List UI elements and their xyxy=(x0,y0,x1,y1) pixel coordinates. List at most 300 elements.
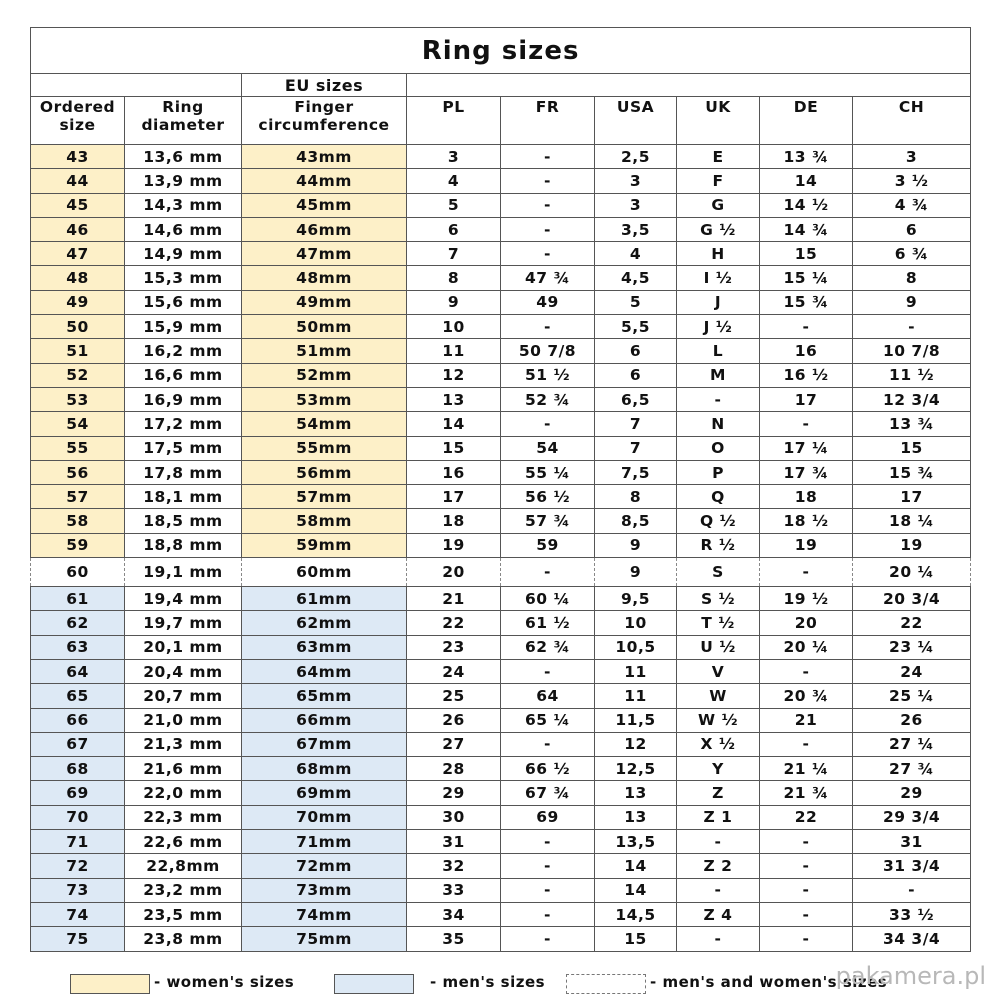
cell-ring-diameter: 14,9 mm xyxy=(125,242,242,266)
cell-pl: 27 xyxy=(407,732,501,756)
legend-men-swatch xyxy=(334,974,414,994)
cell-ring-diameter: 16,2 mm xyxy=(125,339,242,363)
table-row xyxy=(31,339,971,363)
cell-fr: - xyxy=(501,732,595,756)
cell-ring-diameter: 22,0 mm xyxy=(125,781,242,805)
cell-ring-diameter: 20,1 mm xyxy=(125,635,242,659)
cell-ring-diameter: 17,5 mm xyxy=(125,436,242,460)
cell-finger-circumference: 56mm xyxy=(242,460,407,484)
table-row xyxy=(31,878,971,902)
cell-ch: 8 xyxy=(853,266,971,290)
cell-uk: Z xyxy=(677,781,760,805)
cell-usa: 7 xyxy=(595,412,677,436)
cell-uk: Z 2 xyxy=(677,854,760,878)
cell-usa: 3 xyxy=(595,169,677,193)
cell-ch: 27 ¼ xyxy=(853,732,971,756)
table-row xyxy=(31,315,971,339)
cell-ring-diameter: 21,6 mm xyxy=(125,757,242,781)
cell-ring-diameter: 20,4 mm xyxy=(125,659,242,683)
cell-finger-circumference: 43mm xyxy=(242,145,407,169)
column-header-usa: USA xyxy=(595,97,677,145)
cell-finger-circumference: 52mm xyxy=(242,363,407,387)
cell-fr: - xyxy=(501,315,595,339)
cell-pl: 35 xyxy=(407,927,501,951)
cell-usa: 6,5 xyxy=(595,387,677,411)
cell-ordered-size: 51 xyxy=(31,339,125,363)
cell-usa: 11 xyxy=(595,659,677,683)
cell-usa: 6 xyxy=(595,363,677,387)
cell-pl: 7 xyxy=(407,242,501,266)
cell-fr: - xyxy=(501,854,595,878)
cell-fr: - xyxy=(501,169,595,193)
cell-pl: 6 xyxy=(407,217,501,241)
cell-ordered-size: 72 xyxy=(31,854,125,878)
cell-de: 15 ¾ xyxy=(760,290,853,314)
cell-de: - xyxy=(760,830,853,854)
cell-finger-circumference: 47mm xyxy=(242,242,407,266)
cell-ch: 29 xyxy=(853,781,971,805)
table-row xyxy=(31,732,971,756)
cell-ch: - xyxy=(853,878,971,902)
cell-ring-diameter: 16,6 mm xyxy=(125,363,242,387)
cell-fr: - xyxy=(501,927,595,951)
cell-fr: - xyxy=(501,878,595,902)
cell-ring-diameter: 14,6 mm xyxy=(125,217,242,241)
cell-ordered-size: 60 xyxy=(31,558,125,587)
cell-uk: Q xyxy=(677,485,760,509)
cell-finger-circumference: 62mm xyxy=(242,611,407,635)
cell-finger-circumference: 71mm xyxy=(242,830,407,854)
cell-ring-diameter: 17,2 mm xyxy=(125,412,242,436)
cell-ordered-size: 43 xyxy=(31,145,125,169)
cell-ch: 10 7/8 xyxy=(853,339,971,363)
cell-de: 15 ¼ xyxy=(760,266,853,290)
cell-de: 22 xyxy=(760,805,853,829)
legend-women-swatch xyxy=(70,974,150,994)
cell-de: 17 ¼ xyxy=(760,436,853,460)
cell-uk: Z 1 xyxy=(677,805,760,829)
cell-ring-diameter: 18,1 mm xyxy=(125,485,242,509)
cell-pl: 9 xyxy=(407,290,501,314)
table-row xyxy=(31,193,971,217)
cell-ring-diameter: 22,3 mm xyxy=(125,805,242,829)
column-header-pl: PL xyxy=(407,97,501,145)
cell-ring-diameter: 15,3 mm xyxy=(125,266,242,290)
cell-uk: Q ½ xyxy=(677,509,760,533)
cell-usa: 8,5 xyxy=(595,509,677,533)
cell-fr: 69 xyxy=(501,805,595,829)
cell-fr: - xyxy=(501,412,595,436)
cell-uk: G xyxy=(677,193,760,217)
cell-ch: 11 ½ xyxy=(853,363,971,387)
cell-de: 18 ½ xyxy=(760,509,853,533)
cell-usa: 9,5 xyxy=(595,587,677,611)
cell-pl: 25 xyxy=(407,684,501,708)
table-row xyxy=(31,854,971,878)
cell-fr: - xyxy=(501,830,595,854)
cell-uk: H xyxy=(677,242,760,266)
cell-pl: 29 xyxy=(407,781,501,805)
table-row xyxy=(31,684,971,708)
cell-pl: 14 xyxy=(407,412,501,436)
cell-uk: S xyxy=(677,558,760,587)
cell-finger-circumference: 65mm xyxy=(242,684,407,708)
cell-ordered-size: 45 xyxy=(31,193,125,217)
cell-ring-diameter: 13,9 mm xyxy=(125,169,242,193)
table-row xyxy=(31,169,971,193)
cell-ordered-size: 48 xyxy=(31,266,125,290)
cell-pl: 15 xyxy=(407,436,501,460)
cell-uk: T ½ xyxy=(677,611,760,635)
cell-pl: 24 xyxy=(407,659,501,683)
cell-de: 19 xyxy=(760,533,853,557)
cell-ordered-size: 44 xyxy=(31,169,125,193)
cell-ch: 26 xyxy=(853,708,971,732)
cell-ch: 24 xyxy=(853,659,971,683)
table-row xyxy=(31,145,971,169)
table-row xyxy=(31,635,971,659)
cell-pl: 17 xyxy=(407,485,501,509)
cell-fr: - xyxy=(501,242,595,266)
cell-uk: J xyxy=(677,290,760,314)
cell-usa: 10 xyxy=(595,611,677,635)
table-row xyxy=(31,805,971,829)
cell-pl: 5 xyxy=(407,193,501,217)
cell-pl: 34 xyxy=(407,902,501,926)
cell-de: 21 ¼ xyxy=(760,757,853,781)
cell-pl: 4 xyxy=(407,169,501,193)
cell-uk: P xyxy=(677,460,760,484)
cell-uk: N xyxy=(677,412,760,436)
cell-fr: - xyxy=(501,902,595,926)
cell-usa: 9 xyxy=(595,558,677,587)
cell-ordered-size: 66 xyxy=(31,708,125,732)
table-row xyxy=(31,830,971,854)
cell-de: - xyxy=(760,878,853,902)
cell-uk: F xyxy=(677,169,760,193)
cell-pl: 18 xyxy=(407,509,501,533)
cell-pl: 26 xyxy=(407,708,501,732)
cell-de: 16 xyxy=(760,339,853,363)
cell-finger-circumference: 55mm xyxy=(242,436,407,460)
cell-fr: 56 ½ xyxy=(501,485,595,509)
cell-usa: 11,5 xyxy=(595,708,677,732)
table-row xyxy=(31,611,971,635)
cell-usa: 15 xyxy=(595,927,677,951)
cell-fr: - xyxy=(501,558,595,587)
cell-finger-circumference: 57mm xyxy=(242,485,407,509)
cell-fr: 65 ¼ xyxy=(501,708,595,732)
cell-pl: 10 xyxy=(407,315,501,339)
cell-fr: 52 ¾ xyxy=(501,387,595,411)
table-row xyxy=(31,757,971,781)
cell-ch: 13 ¾ xyxy=(853,412,971,436)
cell-fr: 49 xyxy=(501,290,595,314)
table-row xyxy=(31,242,971,266)
legend-both-swatch xyxy=(566,974,646,994)
table-row xyxy=(31,902,971,926)
column-header-uk: UK xyxy=(677,97,760,145)
cell-de: 15 xyxy=(760,242,853,266)
table-row xyxy=(31,927,971,951)
cell-de: - xyxy=(760,732,853,756)
group-header-blank-left xyxy=(31,74,242,97)
cell-usa: 7 xyxy=(595,436,677,460)
cell-fr: 62 ¾ xyxy=(501,635,595,659)
cell-uk: W xyxy=(677,684,760,708)
cell-finger-circumference: 46mm xyxy=(242,217,407,241)
cell-ch: 19 xyxy=(853,533,971,557)
cell-ordered-size: 63 xyxy=(31,635,125,659)
cell-ordered-size: 50 xyxy=(31,315,125,339)
cell-ch: 6 ¾ xyxy=(853,242,971,266)
cell-usa: 6 xyxy=(595,339,677,363)
table-row xyxy=(31,460,971,484)
cell-finger-circumference: 59mm xyxy=(242,533,407,557)
table-row xyxy=(31,387,971,411)
cell-ring-diameter: 15,9 mm xyxy=(125,315,242,339)
cell-ch: 15 xyxy=(853,436,971,460)
cell-finger-circumference: 58mm xyxy=(242,509,407,533)
cell-fr: 64 xyxy=(501,684,595,708)
cell-fr: 50 7/8 xyxy=(501,339,595,363)
cell-pl: 8 xyxy=(407,266,501,290)
cell-ring-diameter: 23,2 mm xyxy=(125,878,242,902)
cell-ordered-size: 56 xyxy=(31,460,125,484)
cell-uk: U ½ xyxy=(677,635,760,659)
cell-ordered-size: 65 xyxy=(31,684,125,708)
cell-ordered-size: 69 xyxy=(31,781,125,805)
cell-uk: I ½ xyxy=(677,266,760,290)
cell-ordered-size: 54 xyxy=(31,412,125,436)
cell-de: 14 ½ xyxy=(760,193,853,217)
cell-ring-diameter: 20,7 mm xyxy=(125,684,242,708)
cell-fr: 55 ¼ xyxy=(501,460,595,484)
cell-de: - xyxy=(760,659,853,683)
cell-usa: 13 xyxy=(595,781,677,805)
cell-pl: 16 xyxy=(407,460,501,484)
cell-ch: 20 ¼ xyxy=(853,558,971,587)
cell-pl: 28 xyxy=(407,757,501,781)
cell-usa: 3 xyxy=(595,193,677,217)
ring-size-table xyxy=(30,27,971,952)
cell-uk: R ½ xyxy=(677,533,760,557)
cell-fr: 57 ¾ xyxy=(501,509,595,533)
cell-ordered-size: 70 xyxy=(31,805,125,829)
cell-de: - xyxy=(760,854,853,878)
cell-usa: 5 xyxy=(595,290,677,314)
cell-uk: E xyxy=(677,145,760,169)
cell-pl: 11 xyxy=(407,339,501,363)
table-row xyxy=(31,781,971,805)
cell-finger-circumference: 48mm xyxy=(242,266,407,290)
cell-ring-diameter: 23,5 mm xyxy=(125,902,242,926)
cell-usa: 11 xyxy=(595,684,677,708)
cell-fr: 47 ¾ xyxy=(501,266,595,290)
legend-both-label: - men's and women's sizes xyxy=(650,973,888,991)
cell-de: - xyxy=(760,902,853,926)
cell-usa: 3,5 xyxy=(595,217,677,241)
cell-ch: 6 xyxy=(853,217,971,241)
column-header-fr: FR xyxy=(501,97,595,145)
cell-uk: - xyxy=(677,927,760,951)
table-row xyxy=(31,587,971,611)
cell-ch: 17 xyxy=(853,485,971,509)
cell-finger-circumference: 72mm xyxy=(242,854,407,878)
cell-ordered-size: 57 xyxy=(31,485,125,509)
cell-pl: 32 xyxy=(407,854,501,878)
cell-de: - xyxy=(760,315,853,339)
cell-de: 20 ¾ xyxy=(760,684,853,708)
cell-fr: - xyxy=(501,659,595,683)
legend-men-label: - men's sizes xyxy=(430,973,546,991)
cell-uk: G ½ xyxy=(677,217,760,241)
column-header-ch: CH xyxy=(853,97,971,145)
cell-ch: 33 ½ xyxy=(853,902,971,926)
column-header-ordered-size: Ordered size xyxy=(31,97,125,145)
cell-ch: 3 ½ xyxy=(853,169,971,193)
cell-usa: 14 xyxy=(595,854,677,878)
cell-usa: 13,5 xyxy=(595,830,677,854)
cell-pl: 20 xyxy=(407,558,501,587)
cell-ring-diameter: 18,5 mm xyxy=(125,509,242,533)
cell-de: 13 ¾ xyxy=(760,145,853,169)
cell-ring-diameter: 19,7 mm xyxy=(125,611,242,635)
cell-fr: 67 ¾ xyxy=(501,781,595,805)
cell-fr: - xyxy=(501,145,595,169)
cell-usa: 7,5 xyxy=(595,460,677,484)
cell-usa: 8 xyxy=(595,485,677,509)
cell-ring-diameter: 13,6 mm xyxy=(125,145,242,169)
cell-de: 20 ¼ xyxy=(760,635,853,659)
cell-fr: - xyxy=(501,217,595,241)
table-body xyxy=(31,145,971,952)
cell-usa: 10,5 xyxy=(595,635,677,659)
cell-ring-diameter: 21,3 mm xyxy=(125,732,242,756)
cell-ch: 31 xyxy=(853,830,971,854)
cell-finger-circumference: 53mm xyxy=(242,387,407,411)
cell-uk: Y xyxy=(677,757,760,781)
cell-de: - xyxy=(760,558,853,587)
cell-finger-circumference: 68mm xyxy=(242,757,407,781)
cell-pl: 22 xyxy=(407,611,501,635)
table-row xyxy=(31,485,971,509)
cell-usa: 4,5 xyxy=(595,266,677,290)
cell-usa: 5,5 xyxy=(595,315,677,339)
column-header-de: DE xyxy=(760,97,853,145)
cell-ch: 29 3/4 xyxy=(853,805,971,829)
cell-finger-circumference: 70mm xyxy=(242,805,407,829)
cell-ordered-size: 49 xyxy=(31,290,125,314)
cell-ch: 25 ¼ xyxy=(853,684,971,708)
cell-finger-circumference: 74mm xyxy=(242,902,407,926)
table-row xyxy=(31,290,971,314)
cell-uk: V xyxy=(677,659,760,683)
cell-de: 20 xyxy=(760,611,853,635)
cell-ch: 12 3/4 xyxy=(853,387,971,411)
cell-de: 17 xyxy=(760,387,853,411)
cell-uk: Z 4 xyxy=(677,902,760,926)
cell-fr: 54 xyxy=(501,436,595,460)
cell-usa: 14,5 xyxy=(595,902,677,926)
cell-pl: 13 xyxy=(407,387,501,411)
cell-ordered-size: 75 xyxy=(31,927,125,951)
cell-finger-circumference: 45mm xyxy=(242,193,407,217)
cell-ring-diameter: 19,1 mm xyxy=(125,558,242,587)
cell-de: - xyxy=(760,927,853,951)
cell-usa: 9 xyxy=(595,533,677,557)
cell-ordered-size: 55 xyxy=(31,436,125,460)
cell-ring-diameter: 15,6 mm xyxy=(125,290,242,314)
cell-pl: 23 xyxy=(407,635,501,659)
table-row xyxy=(31,509,971,533)
cell-usa: 13 xyxy=(595,805,677,829)
cell-pl: 21 xyxy=(407,587,501,611)
cell-de: - xyxy=(760,412,853,436)
cell-ordered-size: 62 xyxy=(31,611,125,635)
ring-size-table-frame xyxy=(30,27,970,952)
cell-finger-circumference: 51mm xyxy=(242,339,407,363)
table-row xyxy=(31,436,971,460)
cell-ch: 22 xyxy=(853,611,971,635)
group-header-blank-right xyxy=(407,74,971,97)
cell-ch: 4 ¾ xyxy=(853,193,971,217)
table-row xyxy=(31,363,971,387)
cell-ordered-size: 64 xyxy=(31,659,125,683)
cell-ordered-size: 74 xyxy=(31,902,125,926)
cell-usa: 14 xyxy=(595,878,677,902)
cell-ring-diameter: 19,4 mm xyxy=(125,587,242,611)
table-row xyxy=(31,217,971,241)
cell-ordered-size: 73 xyxy=(31,878,125,902)
cell-fr: 59 xyxy=(501,533,595,557)
cell-ch: 27 ¾ xyxy=(853,757,971,781)
cell-pl: 3 xyxy=(407,145,501,169)
eu-sizes-header: EU sizes xyxy=(242,74,407,97)
cell-ch: 15 ¾ xyxy=(853,460,971,484)
cell-finger-circumference: 61mm xyxy=(242,587,407,611)
cell-de: 14 ¾ xyxy=(760,217,853,241)
table-row xyxy=(31,708,971,732)
cell-fr: 66 ½ xyxy=(501,757,595,781)
cell-finger-circumference: 54mm xyxy=(242,412,407,436)
cell-uk: J ½ xyxy=(677,315,760,339)
cell-finger-circumference: 64mm xyxy=(242,659,407,683)
cell-ordered-size: 61 xyxy=(31,587,125,611)
cell-ordered-size: 67 xyxy=(31,732,125,756)
cell-ch: - xyxy=(853,315,971,339)
cell-ch: 31 3/4 xyxy=(853,854,971,878)
cell-fr: 60 ¼ xyxy=(501,587,595,611)
cell-pl: 19 xyxy=(407,533,501,557)
column-header-finger-circumference: Finger circumference xyxy=(242,97,407,145)
cell-uk: M xyxy=(677,363,760,387)
cell-de: 21 xyxy=(760,708,853,732)
watermark-logo: pakamera.pl xyxy=(835,962,986,990)
cell-ordered-size: 46 xyxy=(31,217,125,241)
cell-ch: 20 3/4 xyxy=(853,587,971,611)
cell-de: 14 xyxy=(760,169,853,193)
cell-ordered-size: 58 xyxy=(31,509,125,533)
cell-ch: 23 ¼ xyxy=(853,635,971,659)
cell-uk: - xyxy=(677,830,760,854)
cell-uk: S ½ xyxy=(677,587,760,611)
cell-pl: 33 xyxy=(407,878,501,902)
cell-ordered-size: 71 xyxy=(31,830,125,854)
cell-fr: 61 ½ xyxy=(501,611,595,635)
cell-ring-diameter: 17,8 mm xyxy=(125,460,242,484)
cell-finger-circumference: 75mm xyxy=(242,927,407,951)
